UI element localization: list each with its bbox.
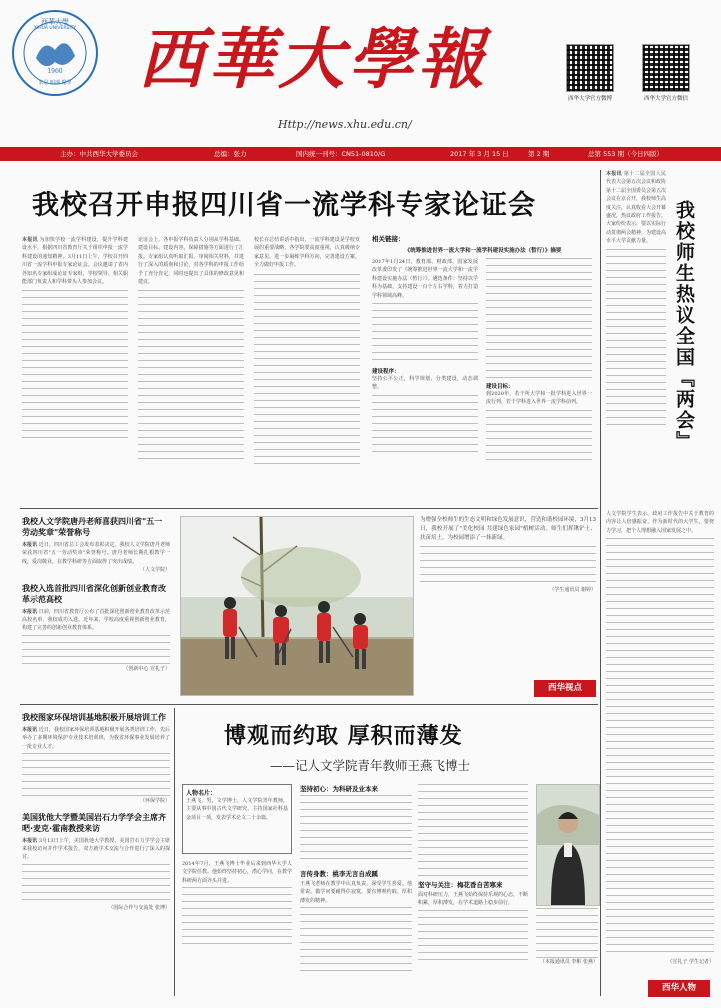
seal-motto: 求是 明理 勵學 <box>38 80 72 86</box>
lead-body-3: 校长在总结讲话中指出，一流学科建设是学校发展的重要战略，各学院要高度重视，认真吸纳专家意见，进一步凝练学科方向，完善建设方案，全力做好申报工作。 <box>254 237 360 269</box>
portrait-photo <box>536 784 600 906</box>
right-column-body-2: 人文学院学生表示，政府工作报告中关于教育的内容让人倍感振奋，作为新时代的大学生，要努力学习，把个人理想融入国家发展之中。 <box>606 511 714 534</box>
tree-planting-photo <box>180 516 414 696</box>
section-label-xihua-viewpoint: 西华视点 <box>534 680 596 697</box>
issue-number: 第 2 期 <box>528 150 550 158</box>
website-url[interactable]: Http://news.xhu.edu.cn/ <box>278 118 412 131</box>
feature-sec3-text: 面对科研压力，王燕飞始终保持乐观的心态，不断积累，厚积薄发，在学术道路上稳步前行。 <box>418 892 529 907</box>
related-section-2: 建设程序： <box>372 369 400 376</box>
related-body: 2017年1月24日，教育部、财政部、国家发展改革委印发了《统筹推进世界一流大学和一流学科建设实施办法（暂行）》。遴选条件：坚持以学科为基础，支持建设一百个左右学科，着力打造学科领域高峰。 <box>372 259 478 299</box>
sponsor: 主办：中共西华大学委员会 <box>60 150 138 158</box>
brief-title-4: 美国犹他大学暨美国岩石力学学会主席齐吧·麦克·霍南教授来访 <box>22 812 166 833</box>
feature-column-2 <box>300 784 412 996</box>
lead-body-2: 论证会上，各申报学科负责人分别从学科基础、建设目标、建设内容、保障措施等方面进行了汇报。专家组认真听取汇报，审阅相关材料，并进行了深入的质询和讨论，对各学科的申报工作给予了充分肯定，同时也提出了具体的修改意见和建议。 <box>138 237 244 286</box>
brief-byline-2: （创新中心 宣礼子） <box>123 665 170 672</box>
weibo-qr-code[interactable] <box>566 44 614 92</box>
related-section-2-body: 坚持公平公正，科学规划，分类建设，动态调整。 <box>372 376 478 391</box>
right-column-body: 本报讯 第十二届全国人民代表大会第五次会议和政协第十二届全国委员会第五次会议在京召开，我校师生高度关注，认真收看大会开幕盛况，热议政府工作报告。大家纷纷表示，要以实际行动贯彻两会精神，为建设高水平大学贡献力量。 <box>606 171 667 245</box>
issue-date: 2017 年 3 月 15 日 <box>450 150 509 158</box>
lead-column-2 <box>138 236 244 498</box>
related-subtitle: 《统筹推进世界一流大学和一流学科建设实施办法（暂行）》摘要 <box>404 248 562 254</box>
brief-title-1: 我校人文学院唐丹老师喜获四川省"五一劳动奖章"荣誉称号 <box>22 517 163 537</box>
main-headline: 我校召开申报四川省一流学科专家论证会 <box>32 190 536 221</box>
feature-column-4 <box>536 908 598 978</box>
weibo-qr-label: 西华大学官方微博 <box>567 96 612 102</box>
feature-title: 博观而约取 厚积而薄发 <box>224 724 463 749</box>
feature-column-1 <box>182 860 292 996</box>
feature-sec3-heading: 坚守与关注：梅花香自苦寒来 <box>418 881 503 889</box>
feature-byline: （本报通讯员 李彬 张燕） <box>539 959 598 965</box>
brief-body-1: 本报讯 近日，四川省总工会发布表彰决定，我校人文学院唐丹老师荣获四川省"五一劳动奖章"荣誉称号。唐丹老师长期扎根教学一线，爱岗敬业，在教学科研等方面取得了突出成绩。 <box>22 542 170 565</box>
brief-title-2: 我校入选首批四川省深化创新创业教育改革示范高校 <box>22 583 166 604</box>
divider-horizontal <box>20 508 598 509</box>
masthead <box>0 0 721 145</box>
feature-subtitle: ——记人文学院青年教师王燕飞博士 <box>270 758 471 773</box>
issue-total: 总第 553 期（今日四版） <box>588 150 664 158</box>
wechat-qr-label: 西华大学官方微信 <box>643 96 688 102</box>
lead-dateline: 本报讯 为加快学校一流学科建设，提升学科建设水平，根据四川省教育厅关于组织申报一流学科建设的通知精神，3月11日上午，学校召开四川省一流学科申报专家论证会。会议邀请了省内外知名专家组成论证专家组，学校领导、相关职能部门负责人和学科带头人参加会议。 <box>22 237 128 286</box>
related-title: 相关链接： <box>372 235 405 243</box>
related-links-box <box>372 234 594 496</box>
right-column-title: 我校师生热议全国『两会』 <box>673 200 695 452</box>
brief-body-4: 本报讯 3月13日上午，美国犹他大学教授、美国岩石力学学会主席来我校访问并作学术报告。双方就学术交流与合作进行了深入的探讨。 <box>22 837 170 861</box>
seal-name: 西華大學 <box>41 18 69 26</box>
feature-sec2-heading: 言传身教：桃李无言自成蹊 <box>300 870 378 878</box>
briefs-upper <box>22 516 170 702</box>
chief-editor: 总编：张力 <box>214 150 247 158</box>
university-seal-logo <box>12 10 98 96</box>
section-label-xihua-people: 西华人物 <box>648 980 710 997</box>
wechat-qr-code[interactable] <box>642 44 690 92</box>
lead-column-1 <box>22 236 128 498</box>
right-column <box>606 170 714 996</box>
divider-horizontal-2 <box>20 704 598 705</box>
brief-body-3: 本报讯 近日，我校国家环保培训基地积极开展各类培训工作，先后举办了多期环境保护专业技术培训班，为我省环保事业发展培养了一批专业人才。 <box>22 727 170 750</box>
right-column-byline: （宣礼子 学生记者） <box>667 959 714 966</box>
profile-body: 王燕飞，男，文学博士，人文学院青年教师，主要从事中国古代文学研究，主持国家社科基金项目一项，发表学术论文二十余篇。 <box>186 798 288 821</box>
feature-sec1-text: 2014年7月，王燕飞博士毕业后来到西华大学人文学院任教。他始终坚持初心，潜心学问，在教学科研两方面齐头并进。 <box>182 861 293 884</box>
related-section-3: 建设目标： <box>486 384 514 390</box>
feature-column-3 <box>418 784 528 996</box>
brief-byline-4: （国际合作与交流处 张博） <box>108 904 170 911</box>
brief-byline-1: （人文学院） <box>139 567 170 574</box>
feature-sec2-text: 王燕飞老师在教学中认真负责，深受学生喜爱。他常说，做学问要耐得住寂寞，要有博观约取、厚积薄发的精神。 <box>300 881 412 904</box>
seal-english: XIHUA UNIVERSITY <box>33 26 77 31</box>
photo-caption <box>420 516 596 676</box>
photo-caption-byline: （学生通讯员 谢婷） <box>549 587 596 593</box>
brief-body-2: 本报讯 日前，四川省教育厅公布了首批深化创新创业教育改革示范高校名单，我校成功入选。近年来，学校高度重视创新创业教育，构建了完善的创新创业教育体系。 <box>22 608 170 632</box>
feature-sec1-heading: 坚持初心：为科研及业本来 <box>300 785 378 793</box>
issue-info-bar <box>0 147 721 161</box>
newspaper-title: 西華大學報 <box>138 20 488 98</box>
lead-article <box>22 236 594 498</box>
related-section-3-body: 到2020年，若干所大学和一批学科进入世界一流行列，若干学科进入世界一流学科前列。 <box>486 391 592 406</box>
briefs-lower <box>22 712 170 996</box>
profile-box <box>182 784 292 854</box>
divider-vertical <box>600 170 601 996</box>
brief-byline-3: （环保学院） <box>139 798 170 805</box>
brief-title-3: 我校图家环保培训基地积极开展培训工作 <box>22 713 166 722</box>
issn-number: 国内统一刊号：CN51-0810/G <box>296 150 386 158</box>
profile-title: 人物名片： <box>186 790 217 797</box>
lead-column-3 <box>254 236 360 498</box>
seal-year: 1960 <box>47 68 63 75</box>
divider-vertical-2 <box>174 708 175 996</box>
photo-caption-body: 为增强全校师生的生态文明和绿色发展意识，营造和谐校园环境，3月13日，我校开展了"美化校园 共建绿色家园"植树活动。师生们挥锹铲土、扶苗培土，为校园增添了一抹新绿。 <box>420 517 596 541</box>
